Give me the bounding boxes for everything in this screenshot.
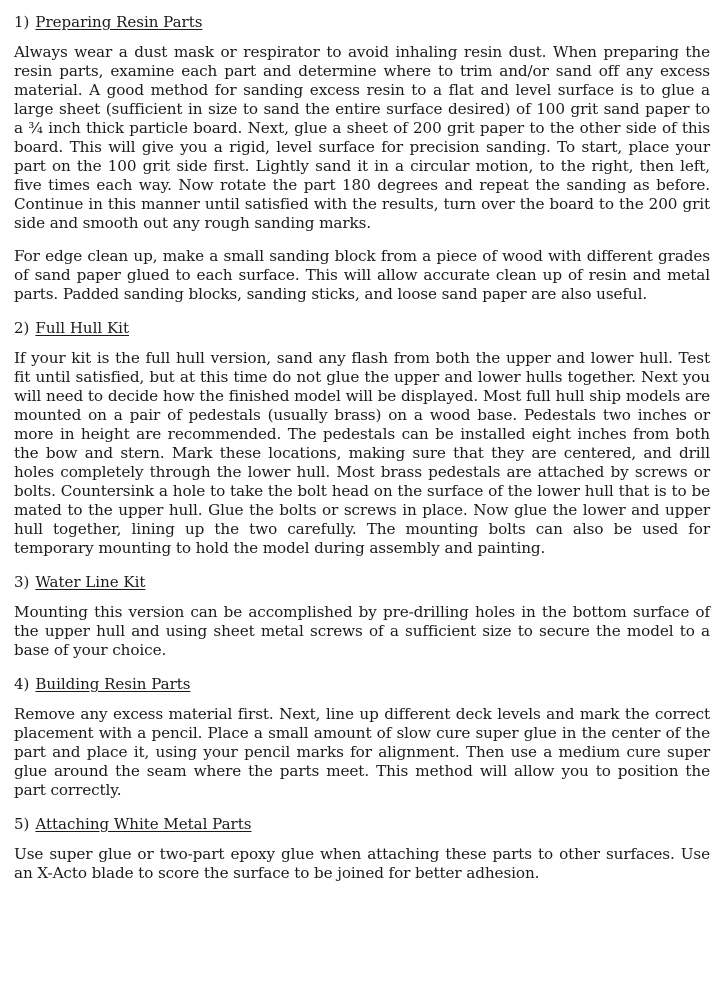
section-heading: [14, 814, 710, 834]
section-number: 5): [14, 815, 30, 833]
section-title: Water Line Kit: [35, 573, 146, 591]
section-building-resin-parts: [14, 674, 710, 800]
section-heading: [14, 572, 710, 592]
paragraph: Always wear a dust mask or respirator to avoid inhaling resin dust. When preparing the resin parts, examine each part and determine where to trim and/or sand off any excess material. A good method for sanding excess resin to a flat and level surface is to glue a large sheet (sufficient in size to sand the entire surface desired) of 100 grit sand paper to a ¾ inch thick particle board. Next, glue a sheet of 200 grit paper to the other side of this board. This will give you a rigid, level surface for precision sanding. To start, place your part on the 100 grit side first. Lightly sand it in a circular motion, to the right, then left, five times each way. Now rotate the part 180 degrees and repeat the sanding as before. Continue in this manner until satisfied with the results, turn over the board to the 200 grit side and smooth out any rough sanding marks.: [14, 43, 710, 232]
paragraph: If your kit is the full hull version, sand any flash from both the upper and lower hull. Test fit until satisfied, but at this time do not glue the upper and lower hulls together. Next you will need to decide how the finished model will be displayed. Most full hull ship models are mounted on a pair of pedestals (usually brass) on a wood base. Pedestals two inches or more in height are recommended. The pedestals can be installed eight inches from both the bow and stern. Mark these locations, making sure that they are centered, and drill holes completely through the lower hull. Most brass pedestals are attached by screws or bolts. Countersink a hole to take the bolt head on the surface of the lower hull that is to be mated to the upper hull. Glue the bolts or screws in place. Now glue the lower and upper hull together, lining up the two carefully. The mounting bolts can also be used for temporary mounting to hold the model during assembly and painting.: [14, 349, 710, 557]
section-heading: [14, 318, 710, 338]
section-title: Preparing Resin Parts: [35, 13, 203, 31]
section-water-line-kit: [14, 572, 710, 660]
section-preparing-resin-parts: [14, 12, 710, 304]
section-number: 4): [14, 675, 30, 693]
instruction-page: [14, 12, 710, 897]
section-number: 1): [14, 13, 30, 31]
paragraph: Use super glue or two-part epoxy glue when attaching these parts to other surfaces. Use an X-Acto blade to score the surface to be joined for better adhesion.: [14, 845, 710, 882]
section-title: Attaching White Metal Parts: [35, 815, 252, 833]
section-title: Full Hull Kit: [35, 319, 129, 337]
section-attaching-white-metal-parts: [14, 814, 710, 883]
section-number: 2): [14, 319, 30, 337]
paragraph: Mounting this version can be accomplished by pre-drilling holes in the bottom surface of the upper hull and using sheet metal screws of a sufficient size to secure the model to a base of your choice.: [14, 603, 710, 659]
paragraph: Remove any excess material first. Next, line up different deck levels and mark the correct placement with a pencil. Place a small amount of slow cure super glue in the center of the part and place it, using your pencil marks for alignment. Then use a medium cure super glue around the seam where the parts meet. This method will allow you to position the part correctly.: [14, 705, 710, 799]
section-title: Building Resin Parts: [35, 675, 191, 693]
paragraph: For edge clean up, make a small sanding block from a piece of wood with different grades of sand paper glued to each surface. This will allow accurate clean up of resin and metal parts. Padded sanding blocks, sanding sticks, and loose sand paper are also useful.: [14, 247, 710, 303]
section-number: 3): [14, 573, 30, 591]
section-heading: [14, 12, 710, 32]
section-heading: [14, 674, 710, 694]
section-full-hull-kit: [14, 318, 710, 558]
